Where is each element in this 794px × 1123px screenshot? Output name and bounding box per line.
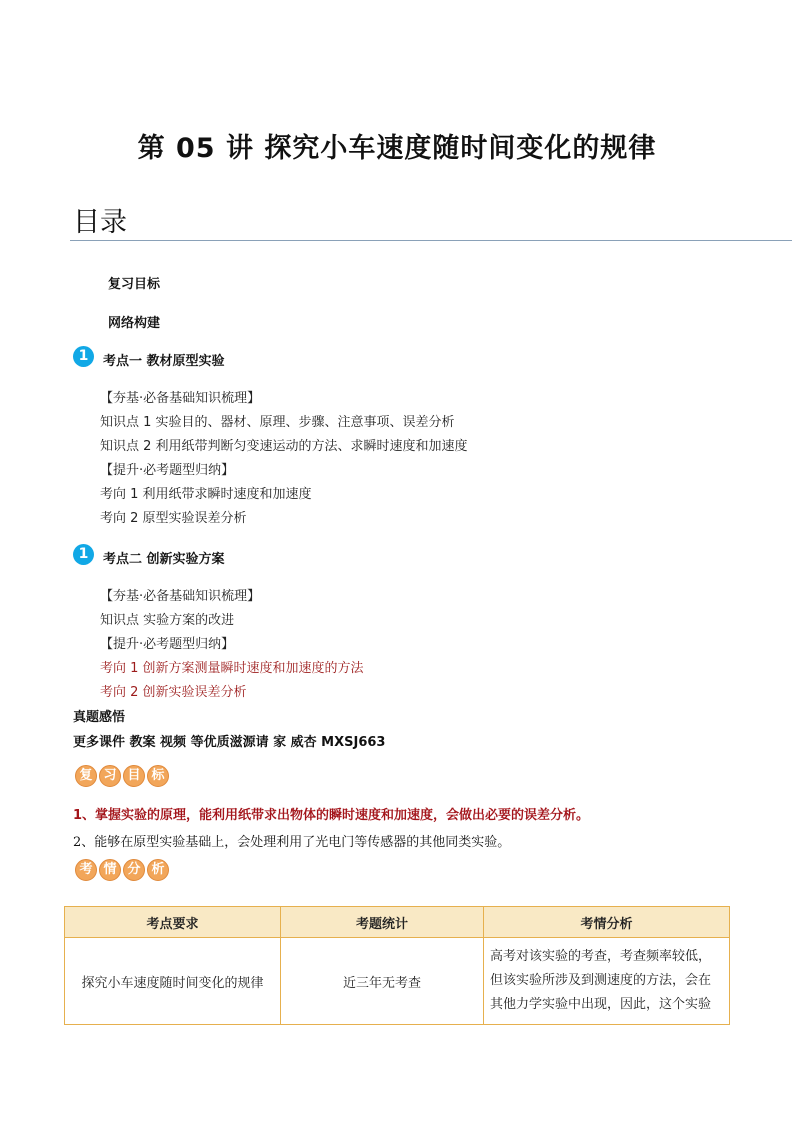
toc-kp1-line[interactable]: 【夯基·必备基础知识梳理】	[100, 391, 261, 406]
table-header-row	[65, 907, 730, 938]
table-row	[65, 938, 730, 1025]
toc-heading: 目录	[73, 207, 127, 238]
toc-kp2-line[interactable]: 考向 2 创新实验误差分析	[100, 685, 247, 700]
toc-item-review-goals[interactable]: 复习目标	[108, 277, 161, 292]
page-title: 第 05 讲 探究小车速度随时间变化的规律	[137, 133, 657, 164]
toc-item-network[interactable]: 网络构建	[108, 316, 161, 331]
toc-kp2-line[interactable]: 【夯基·必备基础知识梳理】	[100, 589, 261, 604]
toc-kp1-line[interactable]: 【提升·必考题型归纳】	[100, 463, 235, 478]
toc-item-kp1[interactable]: 考点一 教材原型实验	[103, 354, 225, 369]
number-one-icon: 1	[73, 346, 94, 367]
badge-char: 习	[99, 765, 121, 787]
toc-kp1-line[interactable]: 考向 2 原型实验误差分析	[100, 511, 247, 526]
toc-kp2-line[interactable]: 【提升·必考题型归纳】	[100, 637, 235, 652]
toc-kp1-line[interactable]: 考向 1 利用纸带求瞬时速度和加速度	[100, 487, 312, 502]
badge-char: 情	[99, 859, 121, 881]
badge-char: 标	[147, 765, 169, 787]
number-one-icon: 1	[73, 544, 94, 565]
badge-char: 分	[123, 859, 145, 881]
table-header: 考点要求	[65, 907, 281, 938]
badge-char: 目	[123, 765, 145, 787]
toc-kp1-line[interactable]: 知识点 2 利用纸带判断匀变速运动的方法、求瞬时速度和加速度	[100, 439, 468, 454]
table-cell-stats: 近三年无考查	[281, 938, 484, 1025]
goal-2: 2、能够在原型实验基础上，会处理利用了光电门等传感器的其他同类实验。	[73, 835, 511, 850]
goal-1: 1、掌握实验的原理，能利用纸带求出物体的瞬时速度和加速度，会做出必要的误差分析。	[73, 808, 590, 823]
toc-kp2-line[interactable]: 知识点 实验方案的改进	[100, 613, 235, 628]
toc-divider	[70, 240, 792, 241]
analysis-badge	[75, 859, 169, 881]
badge-char: 析	[147, 859, 169, 881]
table-cell-requirement: 探究小车速度随时间变化的规律	[65, 938, 281, 1025]
badge-char: 复	[75, 765, 97, 787]
table-cell-analysis: 高考对该实验的考查，考查频率较低，但该实验所涉及到测速度的方法，会在其他力学实验中出现，因此，这个实验	[484, 938, 730, 1025]
exam-analysis-table	[64, 906, 730, 1025]
toc-item-kp2[interactable]: 考点二 创新实验方案	[103, 552, 225, 567]
toc-kp1-line[interactable]: 知识点 1 实验目的、器材、原理、步骤、注意事项、误差分析	[100, 415, 455, 430]
review-goals-badge	[75, 765, 169, 787]
toc-item-real-questions[interactable]: 真题感悟	[73, 710, 126, 725]
promo-text: 更多课件 教案 视频 等优质滋源请 家 威杏 MXSJ663	[73, 735, 386, 750]
table-header: 考题统计	[281, 907, 484, 938]
badge-char: 考	[75, 859, 97, 881]
table-header: 考情分析	[484, 907, 730, 938]
toc-kp2-line[interactable]: 考向 1 创新方案测量瞬时速度和加速度的方法	[100, 661, 364, 676]
